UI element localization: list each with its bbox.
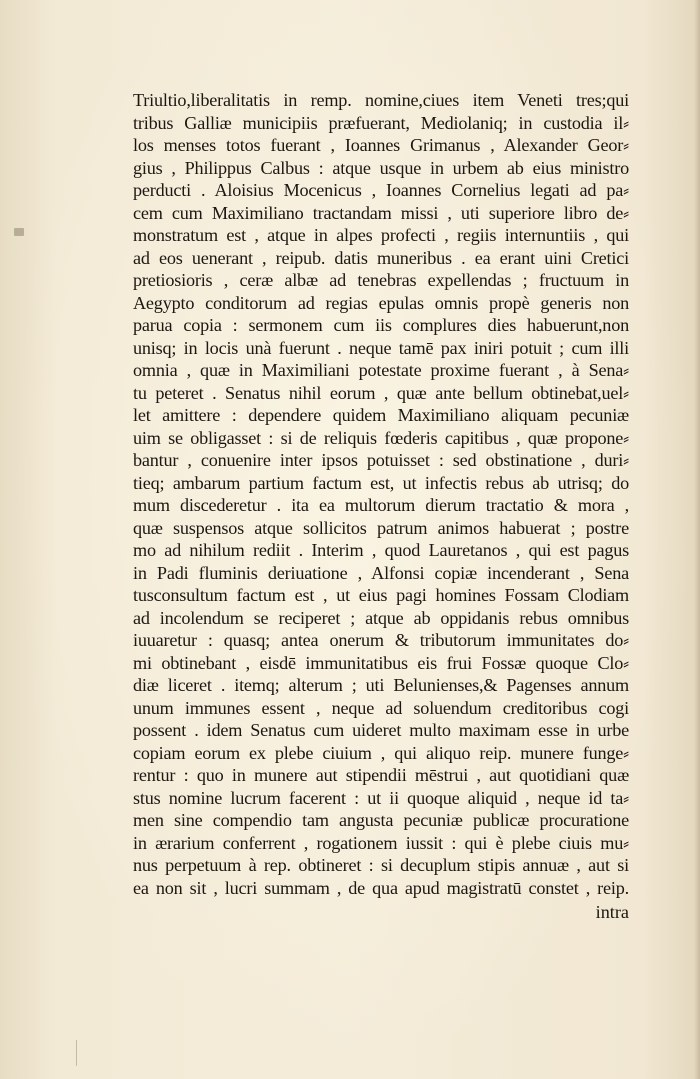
text-line: omnia , quæ in Maximiliani potestate proxime fuerant , à Sena⸗ — [133, 360, 629, 380]
text-line: tusconsultum factum est , ut eius pagi homines Fossam Clodiam — [133, 585, 629, 605]
text-line: Triultio,liberalitatis in remp. nomine,ciues item Veneti tres;qui — [133, 90, 629, 110]
text-line: Aegypto conditorum ad regias epulas omnis propè generis non — [133, 292, 629, 313]
text-line: rentur : quo in munere aut stipendii mēstrui , aut quotidiani quæ — [133, 765, 629, 785]
text-line: monstratum est , atque in alpes profecti , regiis internuntiis , qui — [133, 225, 629, 245]
text-line: in Padi fluminis deriuatione , Alfonsi copiæ incenderant , Sena — [133, 562, 629, 583]
text-line: ad incolendum se reciperet ; atque ab oppidanis rebus omnibus — [133, 607, 629, 628]
body-text — [133, 89, 629, 899]
page-edge-shadow — [694, 0, 700, 1079]
text-line: copiam eorum ex plebe ciuium , qui aliquo reip. munere funge⸗ — [133, 742, 629, 763]
text-line: diæ liceret . itemq; alterum ; uti Belunienses,& Pagenses annum — [133, 675, 629, 695]
text-line: iuuaretur : quasq; antea onerum & tributorum immunitates do⸗ — [133, 630, 629, 650]
text-line: perducti . Aloisius Mocenicus , Ioannes Cornelius legati ad pa⸗ — [133, 180, 629, 200]
text-line: los menses totos fuerant , Ioannes Grimanus , Alexander Geor⸗ — [133, 135, 629, 155]
text-line: parua copia : sermonem cum iis complures dies habuerunt,non — [133, 315, 629, 335]
text-line: cem cum Maximiliano tractandam missi , uti superiore libro de⸗ — [133, 202, 629, 223]
text-line: unisq; in locis unà fuerunt . neque tamē pax iniri potuit ; cum illi — [133, 337, 629, 358]
catchword: intra — [595, 902, 629, 922]
text-line: in ærarium conferrent , rogationem iussit : qui è plebe ciuis mu⸗ — [133, 832, 629, 853]
text-line: mum discederetur . ita ea multorum dierum tractatio & mora , — [133, 495, 629, 515]
text-line: possent . idem Senatus cum uideret multo maximam esse in urbe — [133, 720, 629, 740]
text-line: uim se obligasset : si de reliquis fœderis capitibus , quæ propone⸗ — [133, 427, 629, 448]
text-line: let amittere : dependere quidem Maximiliano aliquam pecuniæ — [133, 405, 629, 425]
text-line: nus perpetuum à rep. obtineret : si decuplum stipis annuæ , aut si — [133, 855, 629, 875]
text-line: pretiosioris , ceræ albæ ad tenebras expellendas ; fructuum in — [133, 270, 629, 290]
text-line: quæ suspensos atque sollicitos patrum animos habuerat ; postre — [133, 517, 629, 538]
text-line: ad eos uenerant , reipub. datis muneribus . ea erant uini Cretici — [133, 247, 629, 268]
paper-speck — [14, 228, 24, 236]
text-line: unum immunes essent , neque ad soluendum creditoribus cogi — [133, 697, 629, 718]
text-line: stus nomine lucrum facerent : ut ii quoque aliquid , neque id ta⸗ — [133, 787, 629, 808]
text-line: men sine compendio tam angusta pecuniæ publicæ procuratione — [133, 810, 629, 830]
text-line: ea non sit , lucri summam , de qua apud magistratū constet , reip. — [133, 877, 629, 898]
text-line: gius , Philippus Calbus : atque usque in urbem ab eius ministro — [133, 157, 629, 178]
text-line: tieq; ambarum partium factum est, ut infectis rebus ab utrisq; do — [133, 472, 629, 493]
text-line: mi obtinebant , eisdē immunitatibus eis frui Fossæ quoque Clo⸗ — [133, 652, 629, 673]
paper-crease — [76, 1040, 77, 1066]
text-line: mo ad nihilum rediit . Interim , quod Lauretanos , qui est pagus — [133, 540, 629, 560]
text-line: tribus Galliæ municipiis præfuerant, Mediolaniq; in custodia il⸗ — [133, 112, 629, 133]
text-line: tu peteret . Senatus nihil eorum , quæ ante bellum obtinebat,uel⸗ — [133, 382, 629, 403]
text-line: bantur , conuenire inter ipsos potuisset : sed obstinatione , duri⸗ — [133, 450, 629, 470]
